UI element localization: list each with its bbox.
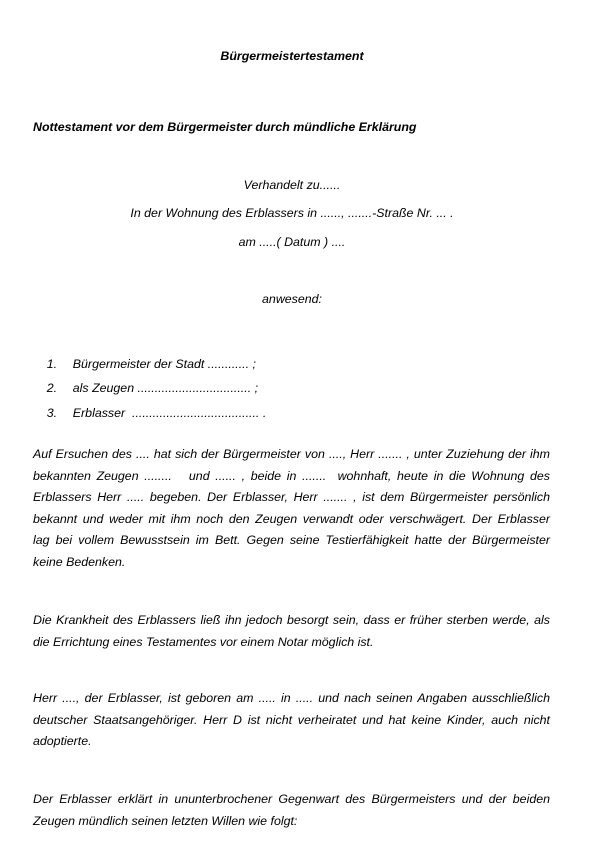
paragraph-line: keine Bedenken. — [33, 554, 126, 569]
paragraph-line: bekannten Zeugen ........ und ...... , beide in ....... wohnhaft, heute in die Wohnung des — [33, 468, 550, 483]
present-label: anwesend: — [262, 292, 322, 306]
paragraph-line: Die Krankheit des Erblassers ließ ihn jedoch besorgt sein, dass er früher sterben werde, als — [33, 613, 550, 627]
header-line-date: am .....( Datum ) .... — [238, 235, 346, 249]
attendee-number: 3. — [46, 406, 58, 420]
paragraph-1 — [33, 444, 550, 574]
paragraph-line: adoptierte. — [33, 734, 92, 749]
attendee-text: Bürgermeister der Stadt ............ ; — [72, 357, 256, 371]
paragraph-line: lag bei vollem Bewusstsein im Bett. Gegen seine Testierfähigkeit hatte der Bürgermeister — [33, 533, 550, 548]
attendee-text: als Zeugen ................................. ; — [72, 381, 259, 395]
header-line-place: Verhandelt zu...... — [243, 178, 341, 192]
paragraph-4 — [33, 789, 550, 832]
document-subtitle: Nottestament vor dem Bürgermeister durch mündliche Erklärung — [33, 120, 417, 134]
attendee-item — [33, 389, 266, 437]
document-title: Bürgermeistertestament — [220, 49, 364, 63]
header-line-location: In der Wohnung des Erblassers in ......, .......-Straße Nr. ... . — [130, 206, 454, 220]
attendee-number: 2. — [46, 381, 58, 395]
paragraph-3 — [33, 688, 550, 753]
paragraph-line: die Errichtung eines Testamentes vor einem Notar möglich ist. — [33, 634, 374, 649]
paragraph-line: Der Erblasser erklärt in ununterbrochener Gegenwart des Bürgermeisters und der beiden — [33, 792, 550, 806]
paragraph-2 — [33, 610, 550, 653]
attendee-number: 1. — [46, 357, 58, 371]
paragraph-line: Auf Ersuchen des .... hat sich der Bürgermeister von ...., Herr ....... , unter Zuziehung der ihm — [33, 447, 550, 461]
paragraph-line: deutscher Staatsangehöriger. Herr D ist nicht verheiratet und hat keine Kinder, auch nicht — [33, 712, 550, 727]
paragraph-line: Erblassers Herr ..... begeben. Der Erblasser, Herr ....... , ist dem Bürgermeister persönlich — [33, 490, 550, 505]
paragraph-line: Herr ...., der Erblasser, ist geboren am ..... in ..... und nach seinen Angaben ausschließlich — [33, 691, 550, 705]
attendee-text: Erblasser ..................................... . — [72, 406, 267, 420]
paragraph-line: bekannt und weder mit ihm noch den Zeugen verwandt oder verschwägert. Der Erblasser — [33, 511, 550, 526]
paragraph-line: Zeugen mündlich seinen letzten Willen wie folgt: — [33, 813, 298, 828]
